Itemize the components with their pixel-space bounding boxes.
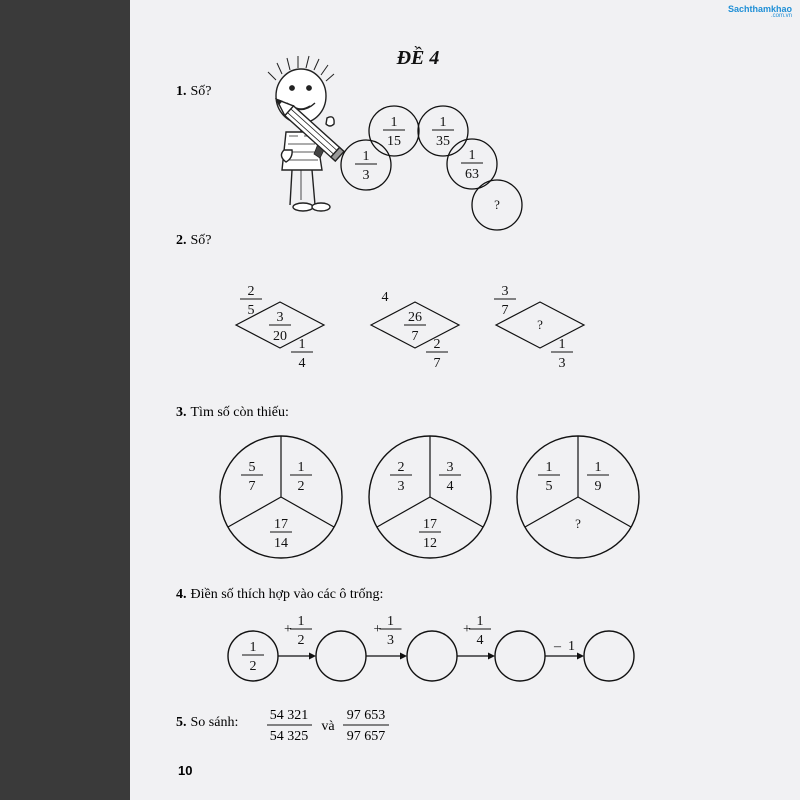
sector-right-denominator: 9 [594,479,602,494]
diamond-bottom [551,337,573,371]
diamond-top [494,284,516,318]
chain-start-value-numerator: 1 [249,640,257,655]
bubble-1-value-numerator: 1 [362,149,370,164]
circle-puzzle-2 [369,436,491,558]
sector-bottom-numerator: 17 [423,517,437,532]
sector-left-denominator: 5 [545,479,553,494]
step-sign: + [373,622,382,637]
chain-start-value [242,640,264,674]
sector-right-denominator: 4 [446,479,454,494]
chain-start-value-denominator: 2 [249,659,257,674]
arrow-head-icon [400,653,407,660]
diamond-puzzle-1 [236,284,324,371]
fraction-b-denominator: 97 657 [346,729,386,744]
bubble-5-value [494,197,500,212]
step-fraction-numerator: 1 [297,614,305,629]
step-fraction-numerator: 1 [476,614,484,629]
sector-left [390,460,412,494]
fraction-a-denominator: 54 325 [269,729,309,744]
sector-bottom-denominator: 12 [423,536,437,551]
bubble-1-value-denominator: 3 [362,168,370,183]
circle-puzzle-3 [517,436,639,558]
diamond-puzzles [236,284,584,371]
diamond-bottom-denominator: 7 [433,356,441,371]
svg-text:5.So sánh: [176,715,238,730]
step-fraction-denominator: 3 [387,633,394,648]
exercise-1 [176,56,522,230]
fraction-bubble-chain [341,106,522,230]
diamond-bottom-numerator: 2 [433,337,441,352]
diamond-bottom-numerator: 1 [298,337,306,352]
step-sign: + [463,622,471,637]
diamond-top-value: 4 [381,290,389,305]
diamond-center-question-mark: ? [537,317,543,332]
sector-left-numerator: 1 [545,460,553,475]
diamond-bottom-denominator: 3 [558,356,566,371]
circle-puzzle-1 [220,436,342,558]
diamond-top [382,290,389,305]
bubble-4-value-denominator: 63 [465,167,479,182]
sector-bottom-question-mark: ? [575,516,581,531]
diamond-top-numerator: 3 [501,284,509,299]
diamond-center [537,317,543,332]
exercise-1-number: 1. [176,84,187,99]
sector-right-numerator: 1 [297,460,305,475]
exercise-5 [176,708,389,744]
bubble-3-value-numerator: 1 [439,115,447,130]
exercise-2-prompt: Số? [190,233,212,248]
sector-left-denominator: 7 [248,479,256,494]
svg-text:1.Số? [176,84,212,99]
sector-bottom [575,516,581,531]
diamond-bottom [291,337,313,371]
diamond-center-denominator: 20 [273,329,287,344]
chain-answer-box-1[interactable] [316,631,366,681]
divider [578,497,631,527]
circle-puzzles [220,436,639,558]
sector-left-denominator: 3 [397,479,405,494]
svg-text:4.Điền số thích hợp vào các ô [176,587,383,602]
exercise-1-prompt: Số? [190,84,212,99]
arrow-head-icon [577,653,584,660]
fraction-b [343,708,389,744]
exercise-4-number: 4. [176,587,187,602]
exercise-2-number: 2. [176,233,187,248]
diamond-top-denominator: 7 [501,303,509,318]
sector-right-numerator: 3 [446,460,454,475]
chain-answer-box-4[interactable] [584,631,634,681]
sector-left-numerator: 5 [248,460,256,475]
operation-chain [228,614,634,681]
sector-left-numerator: 2 [397,460,405,475]
comparison-joiner: và [321,719,335,734]
step-sign: + [284,622,292,637]
sector-right [439,460,461,494]
diamond-bottom-denominator: 4 [298,356,306,371]
chain-step-1 [278,614,316,660]
bubble-5-value-question-mark: ? [494,197,500,212]
page-number: 10 [178,763,193,778]
exercise-4 [176,587,634,681]
bubble-1-value [355,149,377,183]
svg-text:3.Tìm số còn thiếu: [176,405,289,420]
divider [281,497,334,527]
divider [430,497,483,527]
sector-right [587,460,609,494]
boy-with-pencil-illustration [268,56,344,211]
brand-sub: .com.vn [770,13,792,19]
diamond-center [269,310,291,344]
sector-right-numerator: 1 [594,460,602,475]
bubble-4-value-numerator: 1 [468,148,476,163]
sector-right [290,460,312,494]
step-fraction-denominator: 2 [297,633,305,648]
exercise-5-prompt: So sánh: [190,715,239,730]
step-sign: – [554,639,561,654]
bubble-2-value-numerator: 1 [390,115,398,130]
chain-answer-box-3[interactable] [495,631,545,681]
exercise-5-number: 5. [176,715,187,730]
arrow-head-icon [309,653,316,660]
svg-text:2.Số? [176,233,212,248]
step-fraction [469,614,491,648]
sector-right-denominator: 2 [297,479,305,494]
diamond-puzzle-2 [371,290,459,371]
sector-left [241,460,263,494]
worksheet-title: ĐỀ 4 [396,47,440,69]
chain-step-4 [545,639,584,660]
chain-step-2 [366,614,407,660]
bubble-2-value-denominator: 15 [387,134,401,149]
bubble-3-value-denominator: 35 [436,134,450,149]
step-value: 1 [568,639,575,654]
bubble-4-value [461,148,483,182]
step-fraction-denominator: 4 [476,633,484,648]
arrow-head-icon [488,653,495,660]
diamond-top-numerator: 2 [247,284,255,299]
exercise-2 [176,233,584,371]
bubble-3-value [432,115,454,149]
chain-step-3 [457,614,495,660]
diamond-center [404,310,426,344]
chain-answer-box-2[interactable] [407,631,457,681]
fraction-b-numerator: 97 653 [346,708,386,723]
diamond-top-denominator: 5 [247,303,255,318]
divider [525,497,578,527]
diamond-center-numerator: 26 [408,310,422,325]
exercise-3-number: 3. [176,405,187,420]
exercise-4-prompt: Điền số thích hợp vào các ô trống: [190,587,384,602]
diamond-bottom-numerator: 1 [558,337,566,352]
sector-bottom-denominator: 14 [274,536,288,551]
brand-name: Sachthamkhao [727,4,792,14]
fraction-a-numerator: 54 321 [269,708,309,723]
exercise-3 [176,405,639,558]
step-fraction-numerator: 1 [387,614,394,629]
diamond-center-denominator: 7 [411,329,419,344]
step-fraction [380,614,402,648]
bubble-2-value [383,115,405,149]
diamond-center-numerator: 3 [276,310,284,325]
exercise-3-prompt: Tìm số còn thiếu: [190,405,289,420]
diamond-bottom [426,337,448,371]
step-fraction [290,614,312,648]
sector-bottom [419,517,441,551]
sector-bottom [270,517,292,551]
diamond-puzzle-3 [494,284,584,371]
sector-left [538,460,560,494]
sector-bottom-numerator: 17 [274,517,288,532]
fraction-a [267,708,312,744]
